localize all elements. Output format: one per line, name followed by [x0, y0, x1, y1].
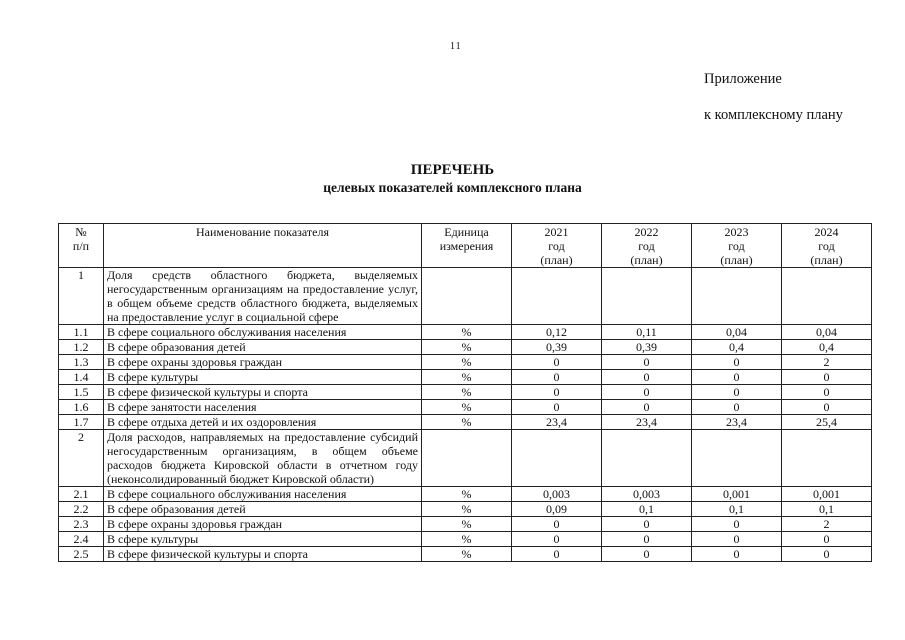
row-number: 1.1 — [59, 325, 104, 340]
table-row — [59, 502, 872, 517]
indicator-unit — [422, 268, 512, 325]
row-number: 2.1 — [59, 487, 104, 502]
table-row — [59, 400, 872, 415]
value-2021: 0 — [512, 400, 602, 415]
value-2022: 0 — [602, 355, 692, 370]
indicator-name: В сфере культуры — [104, 370, 422, 385]
indicator-unit: % — [422, 325, 512, 340]
value-2021: 0,39 — [512, 340, 602, 355]
value-2024 — [782, 430, 872, 487]
indicator-unit: % — [422, 370, 512, 385]
value-2023: 0 — [692, 355, 782, 370]
row-number: 2.5 — [59, 547, 104, 562]
value-2021 — [512, 430, 602, 487]
table-row — [59, 325, 872, 340]
table-row — [59, 340, 872, 355]
row-number: 1 — [59, 268, 104, 325]
header-number: № п/п — [59, 224, 104, 268]
table-row — [59, 430, 872, 487]
header-year-2022: 2022 год (план) — [602, 224, 692, 268]
row-number: 2.4 — [59, 532, 104, 547]
value-2022: 0 — [602, 517, 692, 532]
value-2022: 0 — [602, 532, 692, 547]
value-2021: 0 — [512, 370, 602, 385]
value-2021: 0 — [512, 355, 602, 370]
header-year-2024: 2024 год (план) — [782, 224, 872, 268]
value-2023 — [692, 430, 782, 487]
indicator-unit — [422, 430, 512, 487]
value-2023: 0 — [692, 547, 782, 562]
indicator-name: Доля расходов, направляемых на предоставление субсидий негосударственным организациям, в общем объеме расходов бюджета Кировской области в отчетном году (неконсолидированный бюджет Кировской области) — [104, 430, 422, 487]
value-2022: 0,1 — [602, 502, 692, 517]
table-row — [59, 370, 872, 385]
indicator-name: В сфере отдыха детей и их оздоровления — [104, 415, 422, 430]
value-2024: 2 — [782, 355, 872, 370]
value-2022: 0,11 — [602, 325, 692, 340]
document-subtitle: целевых показателей комплексного плана — [323, 180, 582, 195]
value-2023: 0,1 — [692, 502, 782, 517]
indicator-name: В сфере занятости населения — [104, 400, 422, 415]
document-title: ПЕРЕЧЕНЬ — [410, 162, 495, 178]
header-year-2023: 2023 год (план) — [692, 224, 782, 268]
value-2022: 0,003 — [602, 487, 692, 502]
value-2023: 0 — [692, 517, 782, 532]
header-unit: Единица измерения — [422, 224, 512, 268]
value-2021: 23,4 — [512, 415, 602, 430]
table-row — [59, 547, 872, 562]
indicator-unit: % — [422, 532, 512, 547]
appendix-reference: к комплексному плану — [704, 107, 843, 123]
value-2023: 0,04 — [692, 325, 782, 340]
indicator-unit: % — [422, 340, 512, 355]
value-2023: 23,4 — [692, 415, 782, 430]
value-2023: 0,4 — [692, 340, 782, 355]
indicator-name: В сфере культуры — [104, 532, 422, 547]
indicator-name: В сфере образования детей — [104, 340, 422, 355]
value-2022: 23,4 — [602, 415, 692, 430]
row-number: 2 — [59, 430, 104, 487]
table-row — [59, 268, 872, 325]
indicators-table — [58, 223, 872, 562]
indicator-unit: % — [422, 517, 512, 532]
value-2022 — [602, 430, 692, 487]
appendix-label: Приложение — [704, 71, 782, 87]
value-2021: 0 — [512, 547, 602, 562]
value-2022: 0 — [602, 385, 692, 400]
value-2024: 0 — [782, 547, 872, 562]
value-2024: 0 — [782, 532, 872, 547]
value-2022: 0,39 — [602, 340, 692, 355]
row-number: 1.5 — [59, 385, 104, 400]
page-number: 11 — [450, 41, 462, 52]
value-2021: 0,12 — [512, 325, 602, 340]
value-2024: 0 — [782, 385, 872, 400]
value-2022: 0 — [602, 547, 692, 562]
value-2023: 0 — [692, 370, 782, 385]
value-2022: 0 — [602, 400, 692, 415]
table-row — [59, 487, 872, 502]
indicator-name: В сфере образования детей — [104, 502, 422, 517]
table-row — [59, 517, 872, 532]
value-2024: 0,04 — [782, 325, 872, 340]
header-year-2021: 2021 год (план) — [512, 224, 602, 268]
table-header-row — [59, 224, 872, 268]
value-2024: 2 — [782, 517, 872, 532]
value-2024: 0,001 — [782, 487, 872, 502]
value-2024: 0,1 — [782, 502, 872, 517]
value-2021 — [512, 268, 602, 325]
indicator-name: В сфере охраны здоровья граждан — [104, 517, 422, 532]
indicator-unit: % — [422, 400, 512, 415]
indicator-name: В сфере физической культуры и спорта — [104, 547, 422, 562]
indicator-unit: % — [422, 502, 512, 517]
value-2024: 0,4 — [782, 340, 872, 355]
value-2024: 25,4 — [782, 415, 872, 430]
row-number: 1.3 — [59, 355, 104, 370]
table-row — [59, 385, 872, 400]
value-2023: 0,001 — [692, 487, 782, 502]
row-number: 1.4 — [59, 370, 104, 385]
value-2021: 0,09 — [512, 502, 602, 517]
row-number: 2.3 — [59, 517, 104, 532]
value-2023 — [692, 268, 782, 325]
header-name: Наименование показателя — [104, 224, 422, 268]
indicator-unit: % — [422, 487, 512, 502]
indicator-unit: % — [422, 385, 512, 400]
value-2023: 0 — [692, 400, 782, 415]
value-2022 — [602, 268, 692, 325]
value-2024 — [782, 268, 872, 325]
indicator-name: В сфере физической культуры и спорта — [104, 385, 422, 400]
value-2024: 0 — [782, 370, 872, 385]
table-row — [59, 415, 872, 430]
indicator-unit: % — [422, 355, 512, 370]
value-2021: 0 — [512, 385, 602, 400]
indicator-unit: % — [422, 547, 512, 562]
indicator-name: В сфере охраны здоровья граждан — [104, 355, 422, 370]
row-number: 1.6 — [59, 400, 104, 415]
value-2021: 0 — [512, 532, 602, 547]
table-row — [59, 532, 872, 547]
value-2023: 0 — [692, 385, 782, 400]
row-number: 1.7 — [59, 415, 104, 430]
value-2023: 0 — [692, 532, 782, 547]
value-2022: 0 — [602, 370, 692, 385]
value-2021: 0,003 — [512, 487, 602, 502]
table-row — [59, 355, 872, 370]
indicator-name: Доля средств областного бюджета, выделяемых негосударственным организациям на предоставление услуг, в общем объеме средств областного бюджета, выделяемых на предоставление услуг в социальной сфере — [104, 268, 422, 325]
row-number: 1.2 — [59, 340, 104, 355]
row-number: 2.2 — [59, 502, 104, 517]
indicator-name: В сфере социального обслуживания населения — [104, 487, 422, 502]
indicator-name: В сфере социального обслуживания населения — [104, 325, 422, 340]
value-2024: 0 — [782, 400, 872, 415]
indicator-unit: % — [422, 415, 512, 430]
value-2021: 0 — [512, 517, 602, 532]
